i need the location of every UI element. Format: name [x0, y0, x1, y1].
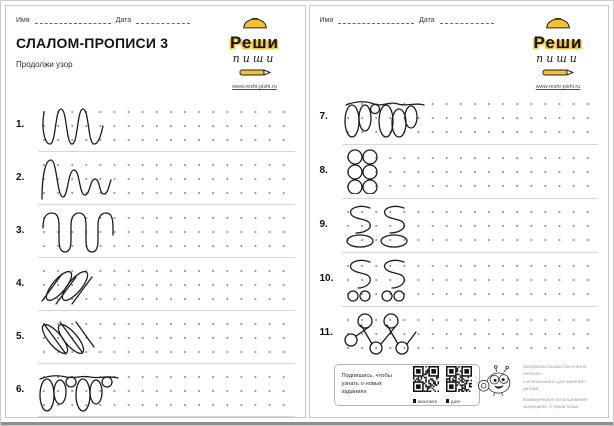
pattern-squareWave-graphic: [38, 208, 138, 254]
name-blank-line[interactable]: [338, 17, 414, 24]
exercise-row: [320, 199, 599, 253]
exercise-number: 2.: [16, 172, 25, 183]
legal-line-3: Коммерческое использование запрещено. © реши-пиши: [523, 396, 588, 409]
name-label: Имя: [16, 17, 30, 24]
exercise-row: [16, 99, 295, 152]
subscribe-line-2: узнать о новых заданиях: [341, 380, 383, 395]
page-right-header: [320, 17, 599, 91]
pattern-diagonalEights-graphic: [342, 310, 442, 356]
exercise-number: 11.: [319, 327, 333, 338]
exercise-number: 8.: [319, 165, 328, 176]
pattern-wave-graphic: [38, 102, 138, 148]
exercise-number: 3.: [16, 225, 25, 236]
tracing-area[interactable]: [342, 145, 599, 199]
exercise-row: [320, 91, 599, 145]
vk-icon: [413, 399, 417, 403]
exercise-row: [16, 258, 295, 311]
logo-dome-icon: [545, 18, 571, 29]
exercise-number: 5.: [16, 331, 25, 342]
exercise-row: [320, 307, 599, 361]
qr-dzen-block: [446, 366, 472, 404]
exercise-row: [16, 364, 295, 417]
exercise-row: [16, 311, 295, 364]
tracing-area[interactable]: [38, 364, 295, 417]
site-link[interactable]: www.reshi-pishi.ru: [535, 84, 581, 90]
reshi-pishi-logo: [217, 17, 293, 91]
exercise-number: 9.: [319, 219, 328, 230]
qr-vk-block: [413, 366, 439, 404]
tracing-area[interactable]: [342, 199, 599, 253]
reshi-pishi-logo: [520, 17, 596, 91]
name-blank-line[interactable]: [35, 17, 111, 24]
subscribe-text: [342, 373, 406, 396]
pattern-hangingLoops2-graphic: [342, 94, 442, 140]
tracing-area[interactable]: [38, 99, 295, 152]
page-right: [309, 5, 610, 418]
tracing-area[interactable]: [38, 311, 295, 364]
exercise-number: 4.: [16, 278, 25, 289]
tracing-area[interactable]: [38, 152, 295, 205]
pencil-icon: [238, 69, 272, 76]
logo-dome-icon: [242, 18, 268, 29]
qr-vk-caption: вконтакте: [413, 399, 439, 404]
name-label: Имя: [319, 17, 334, 24]
date-label: Дата: [419, 17, 435, 24]
exercise-number: 6.: [16, 384, 25, 395]
pattern-sLoopsSmall-graphic: [342, 256, 442, 302]
date-label: Дата: [115, 17, 132, 24]
qr-code-dzen[interactable]: [446, 379, 472, 396]
page-left: [5, 5, 306, 418]
pattern-waveDecreasing-graphic: [38, 155, 138, 201]
exercise-row: [16, 205, 295, 258]
date-blank-line[interactable]: [136, 17, 190, 24]
logo-word-pishi: пиши: [536, 52, 580, 65]
tracing-area[interactable]: [38, 258, 295, 311]
site-link[interactable]: www.reshi-pishi.ru: [232, 84, 277, 90]
page-left-header: [16, 17, 295, 99]
legal-line-1: Материалы можно бесплатно печатать: [523, 364, 587, 377]
dzen-icon: [446, 399, 450, 403]
qr-code-vk[interactable]: [413, 379, 439, 396]
pattern-sLoops-graphic: [342, 202, 442, 248]
exercise-row: [320, 145, 599, 199]
exercise-row: [320, 253, 599, 307]
page-title: СЛАЛОМ-ПРОПИСИ 3: [16, 35, 169, 51]
date-blank-line[interactable]: [440, 17, 494, 24]
logo-word-reshi: Реши: [533, 33, 583, 52]
pattern-slantLoopsLeft-graphic: [38, 314, 138, 360]
tracing-area[interactable]: [342, 307, 599, 361]
exercise-number: 10.: [319, 273, 334, 284]
tracing-area[interactable]: [342, 91, 599, 145]
pattern-slantLoopsRight-graphic: [38, 261, 138, 307]
qr-dzen-caption: дзен: [446, 399, 472, 404]
tracing-area[interactable]: [342, 253, 599, 307]
page-footer: [334, 359, 605, 410]
subscribe-box: [334, 364, 480, 406]
legal-text: [523, 359, 604, 410]
snail-mascot-icon: [477, 356, 515, 406]
exercise-number: 7.: [319, 111, 328, 122]
page-subtitle: Продолжи узор: [16, 60, 73, 69]
legal-line-2: и использовать для занятий с детьми.: [523, 378, 587, 391]
tracing-area[interactable]: [38, 205, 295, 258]
pencil-icon: [541, 69, 575, 76]
logo-word-reshi: Реши: [230, 33, 279, 52]
pattern-circleGrid-graphic: [342, 148, 442, 194]
exercise-row: [16, 152, 295, 205]
logo-word-pishi: пиши: [232, 52, 277, 65]
exercise-number: 1.: [16, 119, 25, 130]
right-exercise-list: [320, 91, 599, 361]
pattern-hangingLoops-graphic: [38, 367, 138, 413]
left-exercise-list: [16, 99, 295, 417]
subscribe-line-1: Подпишись, чтобы: [341, 372, 392, 379]
